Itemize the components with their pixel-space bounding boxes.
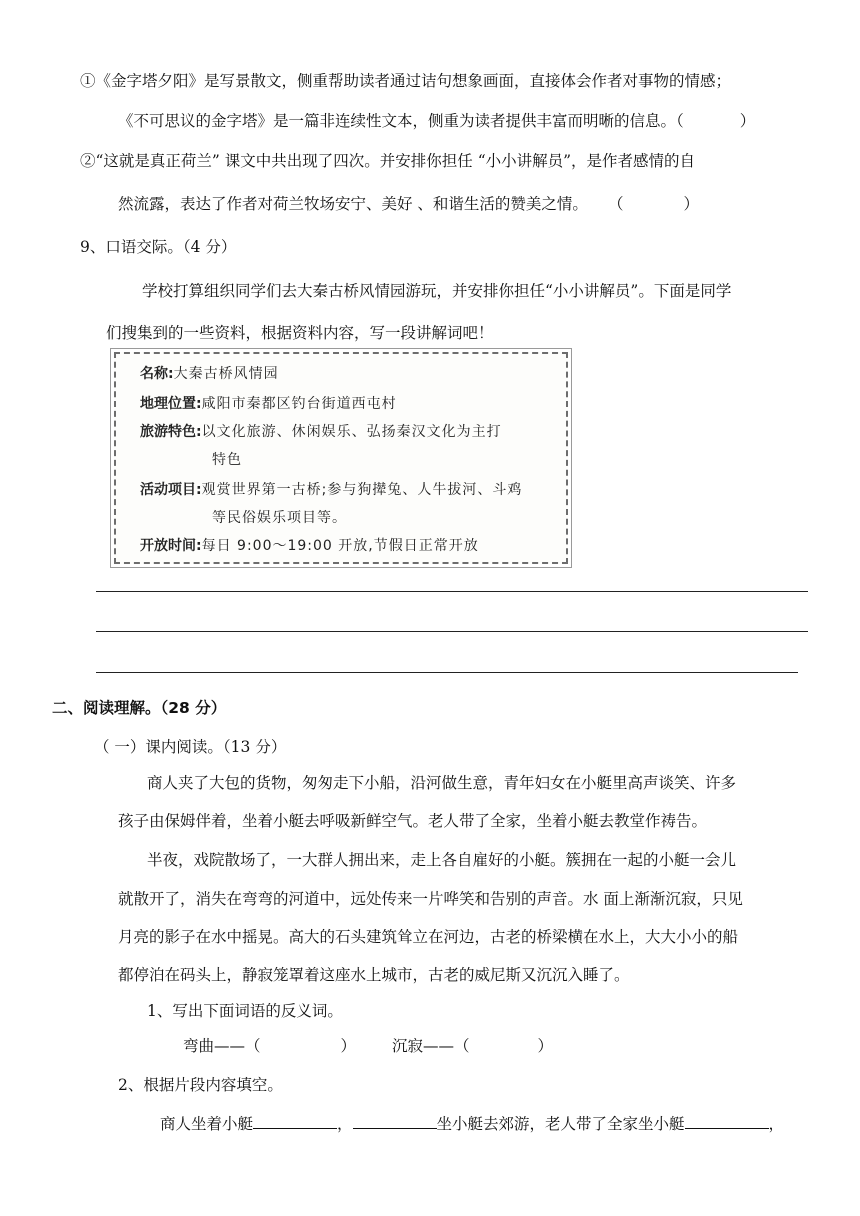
q2-text-c: 坐小艇去郊游，老人带了全家坐小艇 <box>436 1115 685 1133</box>
card-feature-value-2-text: 特色 <box>212 452 242 468</box>
card-hours-row <box>140 536 479 556</box>
item2-close-paren: ） <box>683 195 699 213</box>
card-location-value: 咸阳市秦都区钓台街道西屯村 <box>201 396 397 412</box>
q1-title: 1、写出下面词语的反义词。 <box>147 1002 343 1020</box>
section2-title: 二、阅读理解。（28 分） <box>52 699 227 717</box>
para2-line1: 半夜，戏院散场了，一大群人拥出来，走上各自雇好的小艇。簇拥在一起的小艇一会儿 <box>147 851 737 869</box>
card-name-value: 大秦古桥风情园 <box>173 366 279 382</box>
item2-line2-text: 然流露，表达了作者对荷兰牧场安宁、美好 、和谐生活的赞美之情。 <box>118 195 588 213</box>
q9-intro-line1: 学校打算组织同学们去大秦古桥风情园游玩，并安排你担任“小小讲解员”。下面是同学 <box>142 282 732 300</box>
para2-line4: 都停泊在码头上，静寂笼罩着这座水上城市，古老的威尼斯又沉沉入睡了。 <box>118 966 630 984</box>
info-card <box>114 352 568 564</box>
q2-fill <box>160 1112 784 1135</box>
item1-line1: ①《金字塔夕阳》是写景散文，侧重帮助读者通过诘句想象画面，直接体会作者对事物的情感； <box>80 72 732 90</box>
q1-word1-close: ） <box>340 1037 357 1055</box>
card-activity-value-1: 观赏世界第一古桥;参与狗撵兔、人牛拔河、斗鸡 <box>201 482 523 498</box>
q2-blank-3[interactable] <box>685 1112 769 1129</box>
q1-word2-close: ） <box>537 1037 554 1055</box>
q2-text-b: ， <box>337 1115 353 1133</box>
q2-title: 2、根据片段内容填空。 <box>118 1076 283 1094</box>
card-feature-key: 旅游特色: <box>140 424 202 440</box>
q1-word2: 沉寂——（ <box>392 1037 470 1055</box>
answer-line-1[interactable] <box>96 591 808 592</box>
card-name-row <box>140 364 279 384</box>
card-hours-key: 开放时间: <box>140 538 202 554</box>
card-activity-key: 活动项目: <box>140 482 202 498</box>
card-location-key: 地理位置: <box>140 396 202 412</box>
q2-blank-1[interactable] <box>253 1112 337 1129</box>
card-activity-value-2 <box>212 508 347 528</box>
card-name-key: 名称: <box>140 366 174 382</box>
card-activity-value-2-text: 等民俗娱乐项目等。 <box>212 510 347 526</box>
card-location-row <box>140 394 397 414</box>
q9-intro-line2: 们搜集到的一些资料，根据资料内容，写一段讲解词吧！ <box>106 324 494 342</box>
card-feature-value-2 <box>212 450 242 470</box>
para2-line2: 就散开了，消失在弯弯的河道中，远处传来一片哗笑和告别的声音。水 面上渐渐沉寂，只见 <box>118 890 743 908</box>
q2-text-a: 商人坐着小艇 <box>160 1115 254 1133</box>
item2-line1: ②“这就是真正荷兰” 课文中共出现了四次。并安排你担任 “小小讲解员”，是作者感情的自 <box>80 152 696 170</box>
q1-antonyms <box>183 1035 553 1057</box>
q2-blank-2[interactable] <box>353 1112 437 1129</box>
q1-word1: 弯曲——（ <box>183 1037 261 1055</box>
answer-line-2[interactable] <box>96 631 808 632</box>
item2-open-paren: （ <box>607 195 624 213</box>
card-hours-value: 每日 9:00～19:00 开放,节假日正常开放 <box>201 538 479 554</box>
item1-line2 <box>118 110 755 132</box>
card-activity-row <box>140 480 522 500</box>
q9-title: 9、口语交际。（4 分） <box>80 238 237 256</box>
card-feature-value-1: 以文化旅游、休闲娱乐、弘扬秦汉文化为主打 <box>201 424 502 440</box>
card-feature-row <box>140 422 502 442</box>
para1-line2: 孩子由保姆伴着，坐着小艇去呼吸新鲜空气。老人带了全家，坐着小艇去教堂作祷告。 <box>118 812 708 830</box>
section2-sub1: （ 一）课内阅读。（13 分） <box>94 738 287 756</box>
item1-close-paren: ） <box>739 112 756 130</box>
answer-line-3[interactable] <box>96 672 798 673</box>
item1-line2-text: 《不可思议的金字塔》是一篇非连续性文本，侧重为读者提供丰富而明晰的信息。（ <box>118 112 684 130</box>
para2-line3: 月亮的影子在水中摇晃。高大的石头建筑耸立在河边，古老的桥梁横在水上，大大小小的船 <box>118 928 739 946</box>
para1-line1: 商人夹了大包的货物，匆匆走下小船，沿河做生意，青年妇女在小艇里高声谈笑、许多 <box>147 774 737 792</box>
item2-line2 <box>118 193 699 215</box>
q2-text-d: ， <box>768 1115 785 1133</box>
